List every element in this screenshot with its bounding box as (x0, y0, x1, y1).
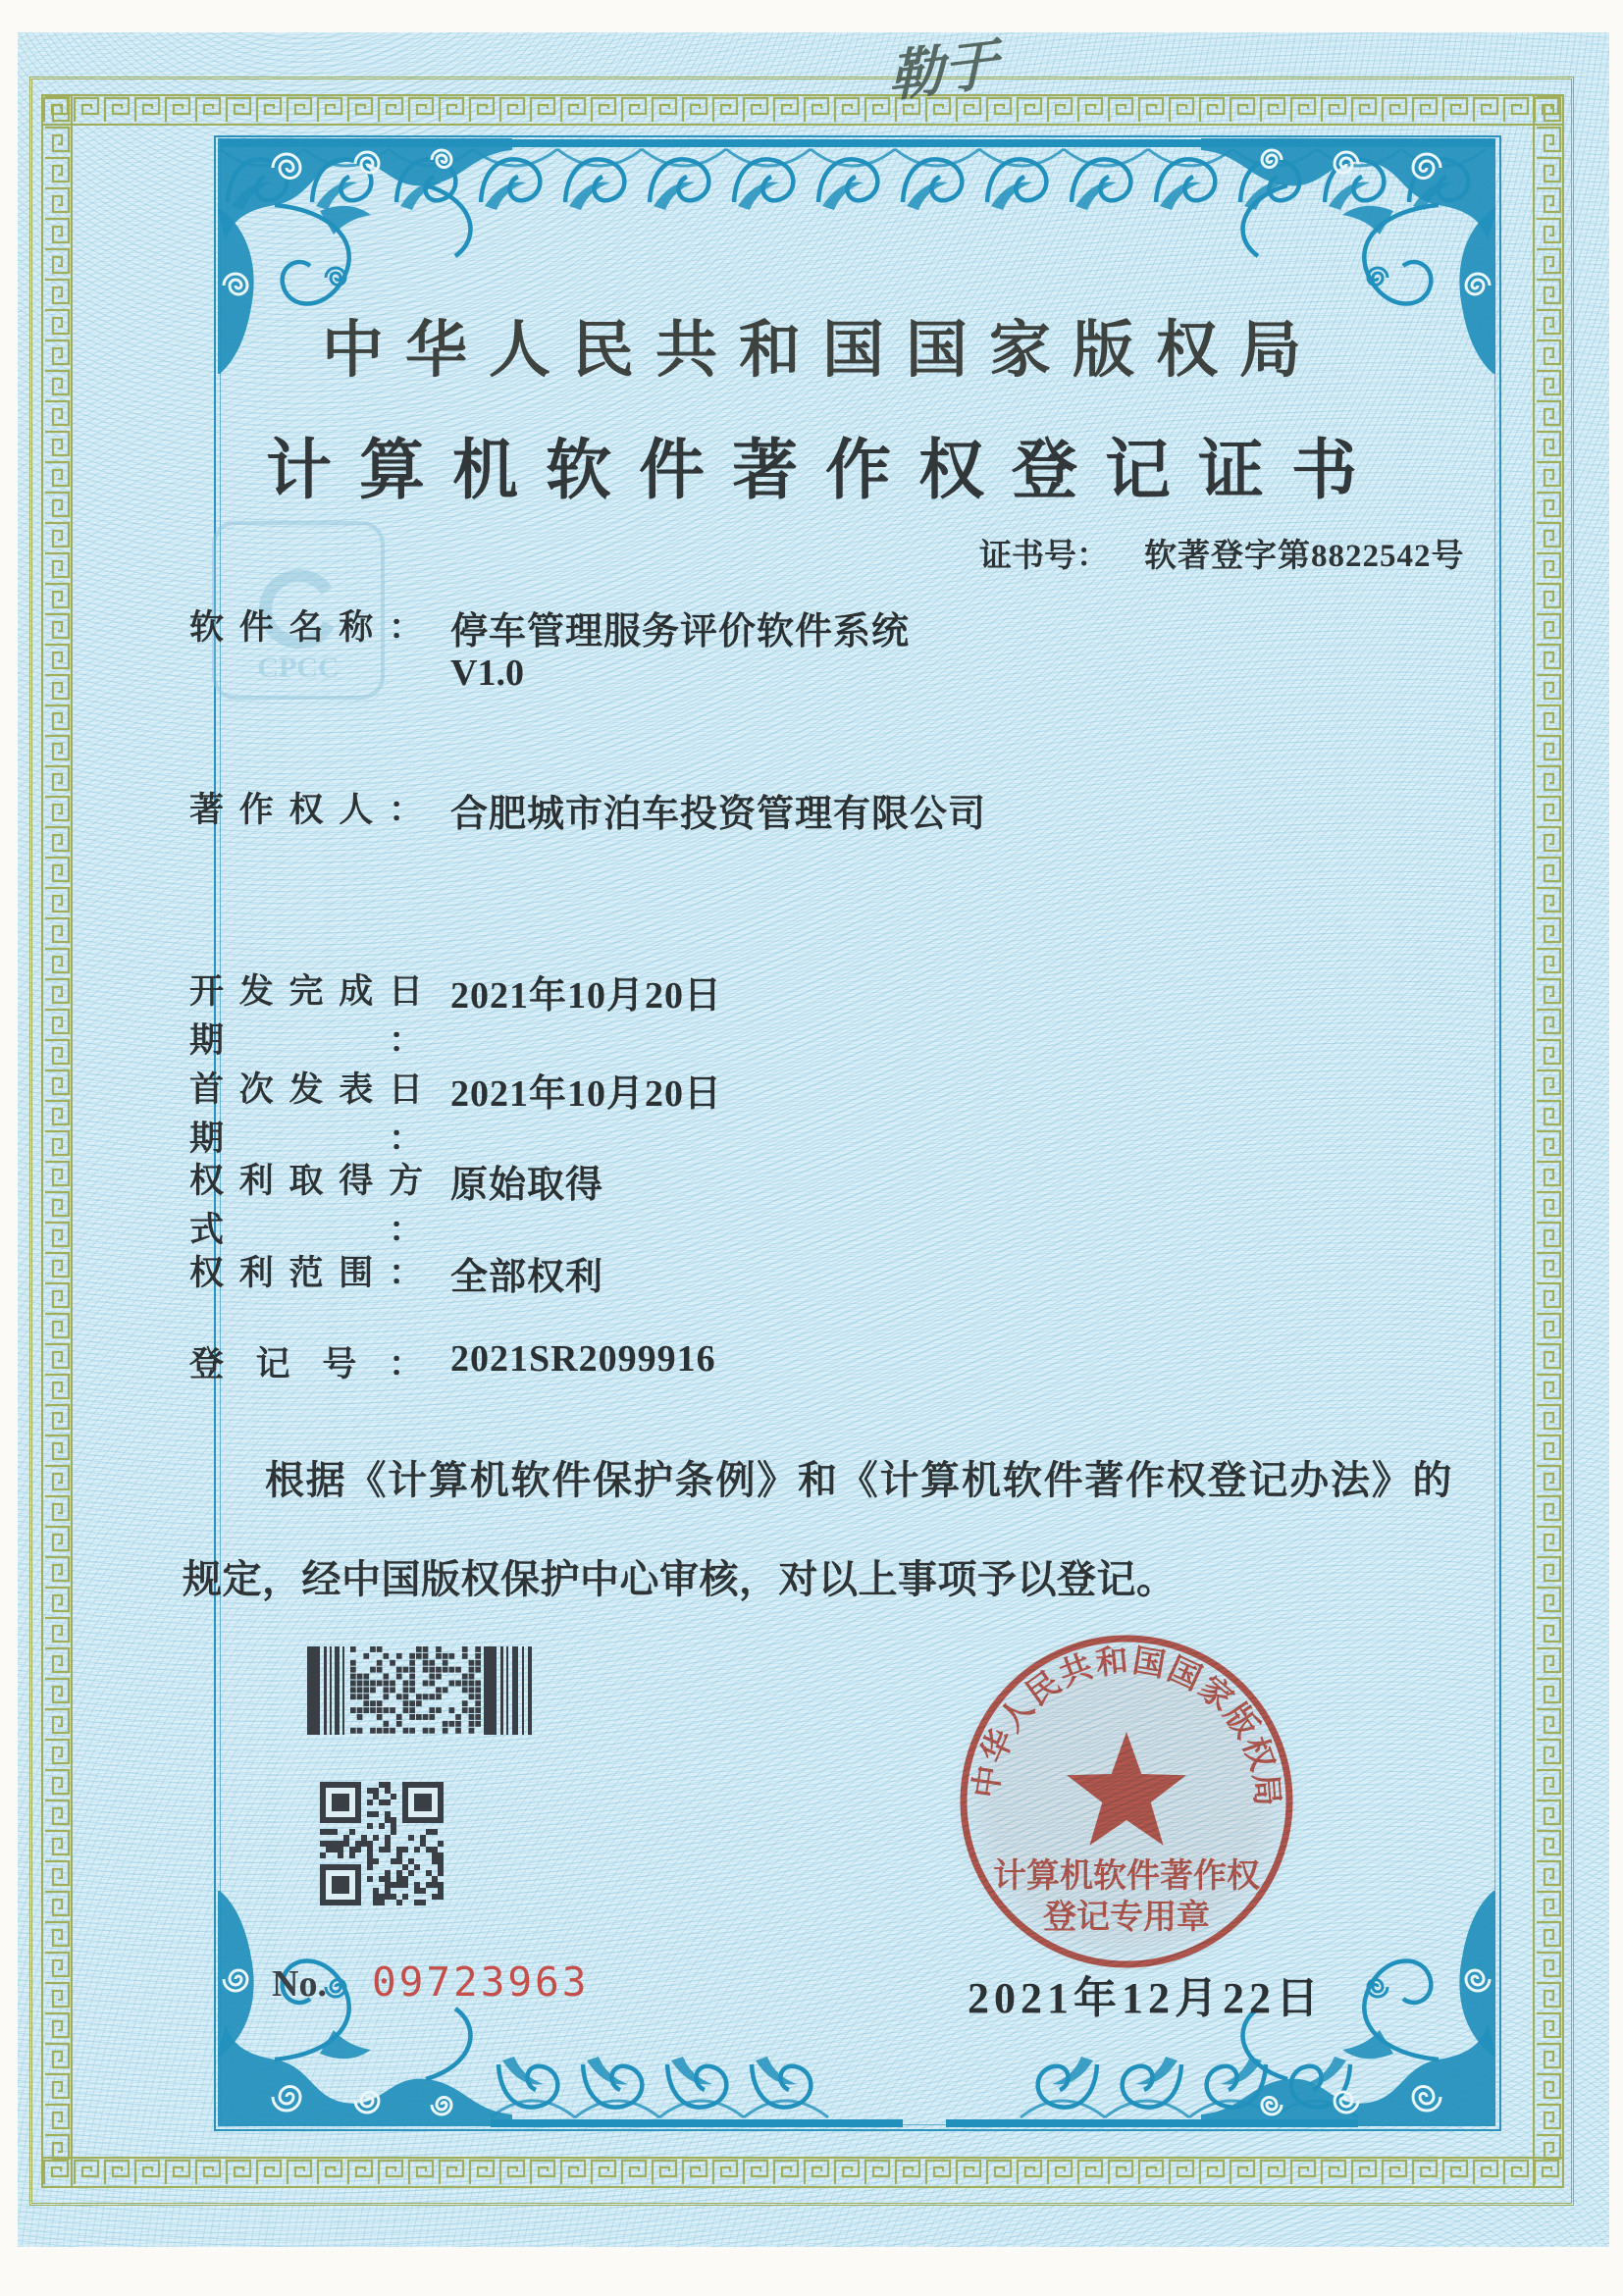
authority-title: 中华人民共和国国家版权局 (322, 316, 1323, 385)
field-dev-complete-date (189, 965, 722, 1063)
field-value: 2021年10月20日 (450, 975, 723, 1017)
serial-prefix: No. (272, 1963, 327, 2005)
field-first-publish-date (189, 1063, 722, 1161)
seal-ring-text: 中华人民共和国国家版权局 (969, 1644, 1284, 1810)
field-software-version: V1.0 (450, 652, 524, 694)
certificate-number-line (979, 530, 1465, 576)
registration-statement: 根据《计算机软件保护条例》和《计算机软件著作权登记办法》的规定，经中国版权保护中心审核，对以上事项予以登记。 (183, 1458, 1452, 1601)
barcode-icon (307, 1646, 533, 1735)
field-label: 权利范围： (189, 1254, 423, 1292)
field-registration-number (189, 1337, 716, 1386)
field-label: 首次发表日期： (189, 1070, 423, 1158)
certificate-number-value: 软著登字第8822542号 (1144, 539, 1465, 574)
seal-line2: 登记专用章 (1043, 1900, 1210, 1936)
handwritten-note: 勒于 (887, 34, 999, 110)
field-label: 开发完成日期： (189, 972, 423, 1060)
meander-border-top (41, 94, 1564, 126)
field-value: 2021SR2099916 (450, 1338, 716, 1380)
field-rights-acquisition (189, 1154, 603, 1252)
field-value: 原始取得 (450, 1165, 604, 1206)
field-label: 登记号： (189, 1345, 423, 1383)
field-value: 停车管理服务评价软件系统 (450, 611, 911, 652)
qr-code-icon (320, 1782, 444, 1905)
serial-number: 09723963 (371, 1958, 590, 2006)
field-label: 著作权人： (189, 791, 423, 829)
field-label: 权利取得方式： (189, 1162, 423, 1249)
bottom-left-scroll-frieze (491, 2049, 903, 2127)
meander-border-left (41, 94, 73, 2188)
certificate-number-label: 证书号： (979, 539, 1109, 574)
field-value: 全部权利 (450, 1257, 604, 1298)
document-title: 计算机软件著作权登记证书 (266, 435, 1385, 507)
watermark-text: CPCC (257, 652, 340, 684)
meander-border-right (1533, 94, 1564, 2188)
field-label: 软件名称： (189, 608, 423, 647)
field-value: 合肥城市泊车投资管理有限公司 (450, 794, 987, 835)
serial-number-line (272, 1958, 589, 2006)
field-value: 2021年10月20日 (450, 1073, 723, 1115)
official-seal (955, 1630, 1298, 1973)
meander-border-bottom (41, 2157, 1564, 2188)
issue-date: 2021年12月22日 (968, 1974, 1324, 2022)
field-rights-scope (189, 1246, 603, 1300)
field-software-name (189, 600, 910, 654)
field-copyright-owner (189, 783, 986, 837)
seal-line1: 计算机软件著作权 (993, 1858, 1260, 1895)
seal-star (1067, 1732, 1186, 1846)
